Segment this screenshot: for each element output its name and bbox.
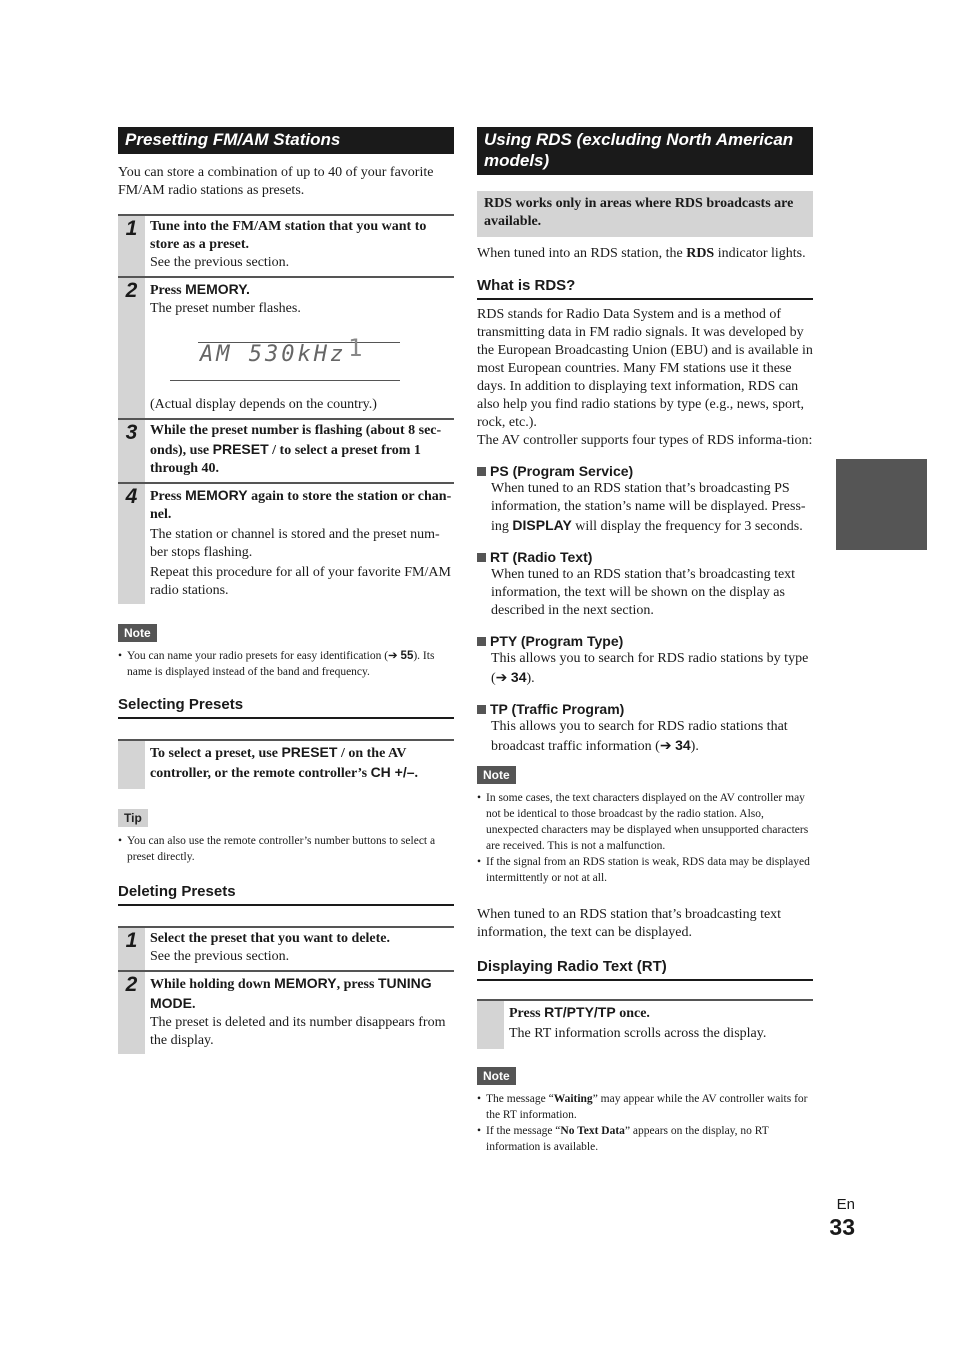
step-heading bbox=[150, 280, 454, 300]
step-number-bar bbox=[118, 972, 145, 1054]
bullet-square-icon bbox=[477, 705, 486, 714]
ps-body bbox=[477, 480, 813, 536]
note-list bbox=[118, 648, 454, 680]
step-number-bar bbox=[118, 928, 145, 970]
step-heading-text: Press bbox=[150, 283, 186, 298]
presetting-note bbox=[118, 624, 454, 680]
rt-step bbox=[477, 999, 813, 1049]
step-1 bbox=[118, 214, 454, 276]
step-heading-text: again to store the station or chan-nel. bbox=[150, 489, 452, 522]
step-body: The preset number flashes. bbox=[150, 301, 301, 316]
display-button-label: DISPLAY bbox=[512, 517, 572, 533]
note-item bbox=[477, 1091, 813, 1123]
left-column bbox=[118, 127, 454, 1054]
rt-heading bbox=[477, 548, 813, 566]
step-heading-text: . bbox=[192, 997, 196, 1012]
step-3 bbox=[118, 418, 454, 482]
section-title-presetting: Presetting FM/AM Stations bbox=[118, 127, 454, 154]
presetting-steps bbox=[118, 214, 454, 604]
rt-pty-tp-button-label: RT/PTY/TP bbox=[544, 1004, 616, 1020]
step-number-bar bbox=[118, 278, 145, 418]
step-number: 2 bbox=[125, 279, 138, 302]
tp-heading bbox=[477, 700, 813, 718]
note-list bbox=[477, 1091, 813, 1155]
step-body: The RT information scrolls across the display. bbox=[509, 1026, 767, 1041]
display-divider bbox=[170, 380, 400, 381]
step-heading-text: to select a preset from 1 through 40. bbox=[150, 443, 421, 476]
preset-button-label: PRESET bbox=[281, 744, 338, 760]
rds-indicator-name: RDS bbox=[686, 246, 715, 261]
chapter-side-tab bbox=[836, 459, 927, 550]
page-number-block bbox=[829, 1196, 855, 1240]
message-name: Waiting bbox=[553, 1093, 593, 1105]
step-heading bbox=[509, 1003, 813, 1023]
step-heading-text: While the preset number is flashing (about 8 sec-onds), use bbox=[150, 423, 442, 458]
delete-step-2 bbox=[118, 970, 454, 1054]
step-heading: Tune into the FM/AM station that you want to store as a preset. bbox=[150, 219, 427, 252]
subhead-text: PS (Program Service) bbox=[490, 463, 634, 479]
preset-button-label: PRESET bbox=[212, 441, 269, 457]
selecting-tip bbox=[118, 809, 454, 865]
step-heading-text: once. bbox=[615, 1006, 650, 1021]
rt-note bbox=[477, 1067, 813, 1155]
step-heading-text: To select a preset, use bbox=[150, 746, 282, 761]
page-reference[interactable]: 34 bbox=[675, 737, 691, 753]
note-label: Note bbox=[118, 624, 157, 642]
rds-description: RDS stands for Radio Data System and is a method of transmitting data in FM radio signals. It was developed by the European Broadcasting Union (EBU) and is available in most European countries. Many FM stations use it these days. In addition to displaying text information, RDS can also help you find radio stations by type (e.g., news, sport, rock, etc.). bbox=[477, 307, 813, 430]
rds-indicator-line bbox=[477, 245, 813, 263]
delete-step-1 bbox=[118, 926, 454, 970]
body-text: ). bbox=[690, 739, 699, 754]
note-list bbox=[477, 790, 813, 886]
note-text: If the message “ bbox=[486, 1125, 561, 1137]
tip-item: • You can also use the remote controller’s number buttons to select a preset directly. bbox=[118, 833, 454, 865]
note-text: You can name your radio presets for easy identification ( bbox=[127, 650, 389, 662]
pty-body bbox=[477, 650, 813, 688]
step-body: The preset is deleted and its number disappears from the display. bbox=[150, 1015, 446, 1048]
section-title-rds: Using RDS (excluding North American models) bbox=[477, 127, 813, 175]
arrow-icon: ➔ bbox=[659, 739, 672, 754]
ch-button-label: CH +/– bbox=[370, 764, 415, 780]
step-number-bar bbox=[118, 484, 145, 604]
tip-list bbox=[118, 833, 454, 865]
memory-button-label: MEMORY bbox=[185, 487, 248, 503]
subhead-text: TP (Traffic Program) bbox=[490, 701, 625, 717]
bullet-square-icon bbox=[477, 637, 486, 646]
note-text: ” appears on the display, no RT information is available. bbox=[486, 1125, 769, 1153]
body-text: This allows you to search for RDS radio stations by type ( bbox=[491, 651, 809, 686]
step-number: 1 bbox=[125, 217, 138, 240]
rds-availability-box: RDS works only in areas where RDS broadcasts are available. bbox=[477, 191, 813, 237]
section-title-deleting: Deleting Presets bbox=[118, 883, 454, 906]
display-illustration bbox=[150, 330, 454, 390]
step-heading bbox=[150, 422, 454, 478]
step-body: See the previous section. bbox=[150, 949, 290, 964]
note-text: The message “ bbox=[486, 1093, 554, 1105]
step-number: 2 bbox=[125, 973, 138, 996]
note-label: Note bbox=[477, 1067, 516, 1085]
section-title-radio-text: Displaying Radio Text (RT) bbox=[477, 958, 813, 981]
flashing-preset-number: 1 bbox=[348, 334, 363, 362]
memory-button-label: MEMORY. bbox=[185, 281, 250, 297]
step-heading-text: , press bbox=[336, 977, 378, 992]
step-heading-text: While holding down bbox=[150, 977, 275, 992]
memory-button-label: MEMORY bbox=[274, 975, 337, 991]
message-name: No Text Data bbox=[560, 1125, 625, 1137]
step-4 bbox=[118, 482, 454, 604]
note-label: Note bbox=[477, 766, 516, 784]
step-body: See the previous section. bbox=[150, 255, 290, 270]
rds-note bbox=[477, 766, 813, 886]
page-reference[interactable]: 34 bbox=[510, 669, 527, 685]
display-text: AM 530kHz bbox=[200, 342, 347, 367]
step-heading: Select the preset that you want to delete. bbox=[150, 931, 391, 946]
step-number: 3 bbox=[125, 421, 138, 444]
separator: / bbox=[337, 746, 349, 761]
subhead-text: RT (Radio Text) bbox=[490, 549, 593, 565]
step-number: 1 bbox=[125, 929, 138, 952]
step-heading-text: Press bbox=[150, 489, 186, 504]
body-text: ). bbox=[526, 671, 535, 686]
right-column bbox=[477, 127, 813, 1155]
tuning-mode-button-label: TUNING MODE bbox=[150, 975, 432, 1011]
body-text: When tuned to an RDS station that’s broadcasting PS information, the station’s name will be displayed. Press-ing bbox=[491, 481, 806, 534]
ps-heading bbox=[477, 462, 813, 480]
rt-body: When tuned to an RDS station that’s broadcasting text information, the text will be shown on the display as described in the next section. bbox=[491, 567, 796, 618]
step-number: 4 bbox=[125, 485, 138, 508]
tip-label: Tip bbox=[118, 809, 148, 827]
rt-intro: When tuned to an RDS station that’s broadcasting text information, the text can be displayed. bbox=[477, 907, 782, 940]
arrow-icon: ➔ bbox=[495, 671, 508, 686]
section-title-selecting: Selecting Presets bbox=[118, 696, 454, 719]
subhead-text: PTY (Program Type) bbox=[490, 633, 624, 649]
section-title-what-is-rds: What is RDS? bbox=[477, 277, 813, 300]
body-text: indicator lights. bbox=[714, 246, 806, 261]
pty-heading bbox=[477, 632, 813, 650]
page-reference[interactable]: 55 bbox=[400, 650, 414, 662]
step-heading bbox=[150, 974, 454, 1014]
note-item bbox=[118, 648, 454, 680]
arrow-icon: ➔ bbox=[388, 650, 398, 662]
note-item bbox=[477, 1123, 813, 1155]
note-text: ” may appear while the AV controller waits for the RT information. bbox=[486, 1093, 808, 1121]
note-text: ). Its name is displayed instead of the band and frequency. bbox=[127, 650, 435, 678]
note-item: • In some cases, the text characters displayed on the AV controller may not be identical to those broadcast by the radio station. Also, unexpected characters may be displayed when unsupported characters are received. This is not a malfunction. bbox=[477, 790, 813, 854]
step-bar bbox=[477, 1001, 504, 1049]
step-heading bbox=[150, 486, 454, 524]
step-heading-text: on the AV controller, or the remote controller’s bbox=[150, 746, 407, 781]
tp-body bbox=[477, 718, 813, 756]
page-number: 33 bbox=[829, 1214, 855, 1240]
rds-types-intro: The AV controller supports four types of RDS informa-tion: bbox=[477, 433, 813, 448]
step-heading-text: Press bbox=[509, 1006, 545, 1021]
note-item: • If the signal from an RDS station is weak, RDS data may be displayed intermittently or not at all. bbox=[477, 854, 813, 886]
selecting-step bbox=[118, 739, 454, 789]
body-text: This allows you to search for RDS radio stations that broadcast traffic information ( bbox=[491, 719, 788, 754]
bullet-square-icon bbox=[477, 467, 486, 476]
step-number-bar bbox=[118, 420, 145, 482]
language-code: En bbox=[836, 1196, 855, 1213]
bullet-square-icon bbox=[477, 553, 486, 562]
step-heading bbox=[150, 743, 454, 783]
step-body: The station or channel is stored and the preset num-ber stops flashing. bbox=[150, 527, 440, 560]
step-number-bar bbox=[118, 216, 145, 276]
body-text: will display the frequency for 3 seconds. bbox=[571, 519, 803, 534]
step-heading-text: . bbox=[414, 766, 419, 781]
step-2 bbox=[118, 276, 454, 418]
step-bar bbox=[118, 741, 145, 789]
display-caption: (Actual display depends on the country.) bbox=[150, 397, 377, 412]
presetting-intro: You can store a combination of up to 40 of your favorite FM/AM radio stations as presets. bbox=[118, 165, 434, 198]
separator: / bbox=[268, 443, 280, 458]
deleting-steps bbox=[118, 926, 454, 1054]
step-body: Repeat this procedure for all of your favorite FM/AM radio stations. bbox=[150, 565, 451, 598]
body-text: When tuned into an RDS station, the bbox=[477, 246, 687, 261]
